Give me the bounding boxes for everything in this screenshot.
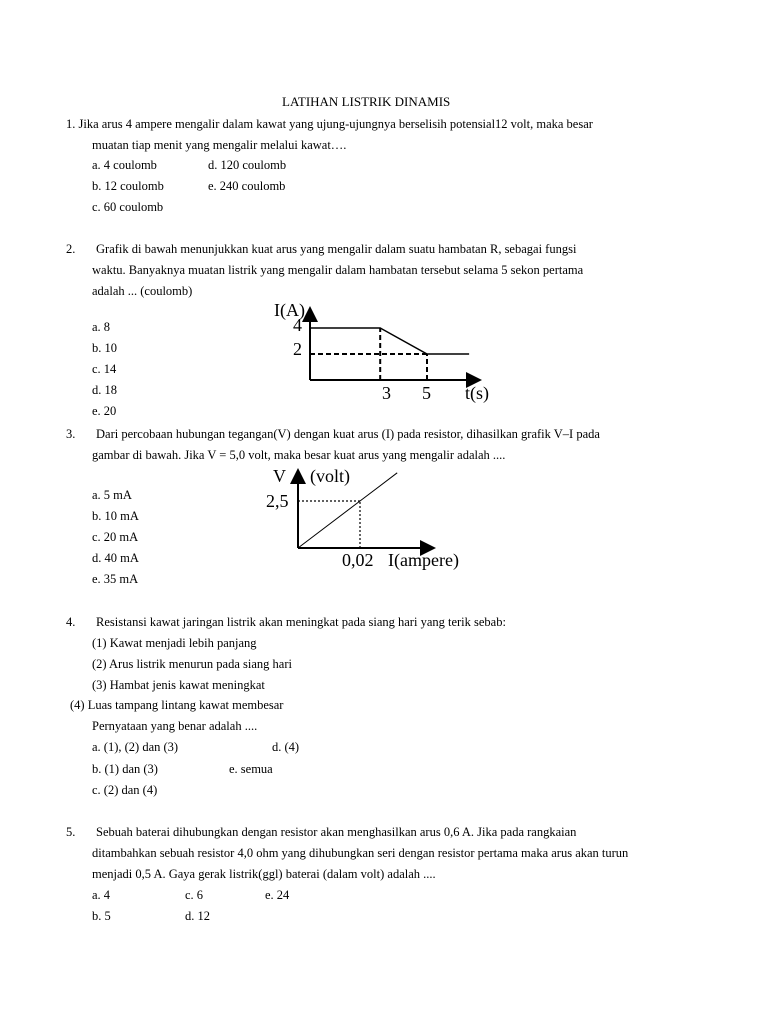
x-tick-label-5: 5 — [422, 383, 431, 403]
q2-current-time-graph — [260, 296, 510, 408]
y-tick-label-2-5: 2,5 — [266, 491, 289, 511]
q3-option-d: d. 40 mA — [92, 551, 139, 565]
q3-voltage-current-graph — [260, 462, 480, 574]
q5-stem-line3: menjadi 0,5 A. Gaya gerak listrik(ggl) baterai (dalam volt) adalah .... — [92, 867, 436, 881]
q5-number: 5. — [66, 825, 76, 839]
y-axis-label: V — [273, 466, 286, 486]
q4-stem-line1: Resistansi kawat jaringan listrik akan meningkat pada siang hari yang terik sebab: — [96, 615, 506, 629]
page-title: LATIHAN LISTRIK DINAMIS — [282, 94, 451, 109]
q4-option-a: a. (1), (2) dan (3) — [92, 740, 179, 754]
current-series-line — [310, 328, 469, 354]
q3-option-e: e. 35 mA — [92, 572, 139, 586]
q3-option-b: b. 10 mA — [92, 509, 139, 523]
q1-option-b: b. 12 coulomb — [92, 179, 164, 193]
y-axis-label: I(A) — [274, 300, 305, 320]
y-axis-unit: (volt) — [310, 466, 350, 486]
q4-prompt: Pernyataan yang benar adalah .... — [92, 719, 258, 733]
y-tick-label-2: 2 — [293, 339, 302, 359]
q1-stem-line1: 1. Jika arus 4 ampere mengalir dalam kawat yang ujung-ujungnya berselisih potensial12 volt, maka besar — [66, 117, 593, 131]
q5-option-b: b. 5 — [92, 909, 111, 923]
x-tick-label-3: 3 — [382, 383, 391, 403]
q5-option-d: d. 12 — [185, 909, 210, 923]
q4-number: 4. — [66, 615, 76, 629]
q2-number: 2. — [66, 242, 76, 256]
q4-statement-4: (4) Luas tampang lintang kawat membesar — [70, 698, 284, 712]
q1-option-e: e. 240 coulomb — [208, 179, 286, 193]
q4-statement-1: (1) Kawat menjadi lebih panjang — [92, 636, 257, 650]
q2-option-c: c. 14 — [92, 362, 117, 376]
q5-stem-line2: ditambahkan sebuah resistor 4,0 ohm yang dihubungkan seri dengan resistor pertama maka arus akan turun — [92, 846, 629, 860]
y-tick-label-4: 4 — [293, 315, 302, 335]
x-axis-label: t(s) — [465, 383, 489, 403]
q5-option-a: a. 4 — [92, 888, 111, 902]
q4-option-c: c. (2) dan (4) — [92, 783, 158, 797]
q1-option-a: a. 4 coulomb — [92, 158, 157, 172]
q2-option-d: d. 18 — [92, 383, 117, 397]
q3-number: 3. — [66, 427, 76, 441]
q4-statement-2: (2) Arus listrik menurun pada siang hari — [92, 657, 292, 671]
x-tick-label-0-02: 0,02 — [342, 550, 374, 570]
q5-stem-line1: Sebuah baterai dihubungkan dengan resistor akan menghasilkan arus 0,6 A. Jika pada rangkaian — [96, 825, 577, 839]
q3-option-c: c. 20 mA — [92, 530, 139, 544]
x-axis-label: I(ampere) — [388, 550, 459, 570]
q2-stem-line3: adalah ... (coulomb) — [92, 284, 193, 298]
q5-option-e: e. 24 — [265, 888, 290, 902]
q2-stem-line1: Grafik di bawah menunjukkan kuat arus yang mengalir dalam suatu hambatan R, sebagai fungsi — [96, 242, 577, 256]
q2-stem-line2: waktu. Banyaknya muatan listrik yang mengalir dalam hambatan tersebut selama 5 sekon pertama — [92, 263, 584, 277]
q1-option-c: c. 60 coulomb — [92, 200, 164, 214]
q4-option-d: d. (4) — [272, 740, 300, 754]
q2-option-a: a. 8 — [92, 320, 111, 334]
q1-stem-line2: muatan tiap menit yang mengalir melalui kawat…. — [92, 138, 347, 152]
q3-stem-line2: gambar di bawah. Jika V = 5,0 volt, maka besar kuat arus yang mengalir adalah .... — [92, 448, 506, 462]
q4-option-e: e. semua — [229, 762, 273, 776]
q1-option-d: d. 120 coulomb — [208, 158, 287, 172]
q3-option-a: a. 5 mA — [92, 488, 132, 502]
q3-stem-line1: Dari percobaan hubungan tegangan(V) dengan kuat arus (I) pada resistor, dihasilkan grafik V–I pada — [96, 427, 600, 441]
q4-statement-3: (3) Hambat jenis kawat meningkat — [92, 678, 265, 692]
q4-option-b: b. (1) dan (3) — [92, 762, 158, 776]
q2-option-e: e. 20 — [92, 404, 117, 418]
q5-option-c: c. 6 — [185, 888, 204, 902]
q2-option-b: b. 10 — [92, 341, 117, 355]
